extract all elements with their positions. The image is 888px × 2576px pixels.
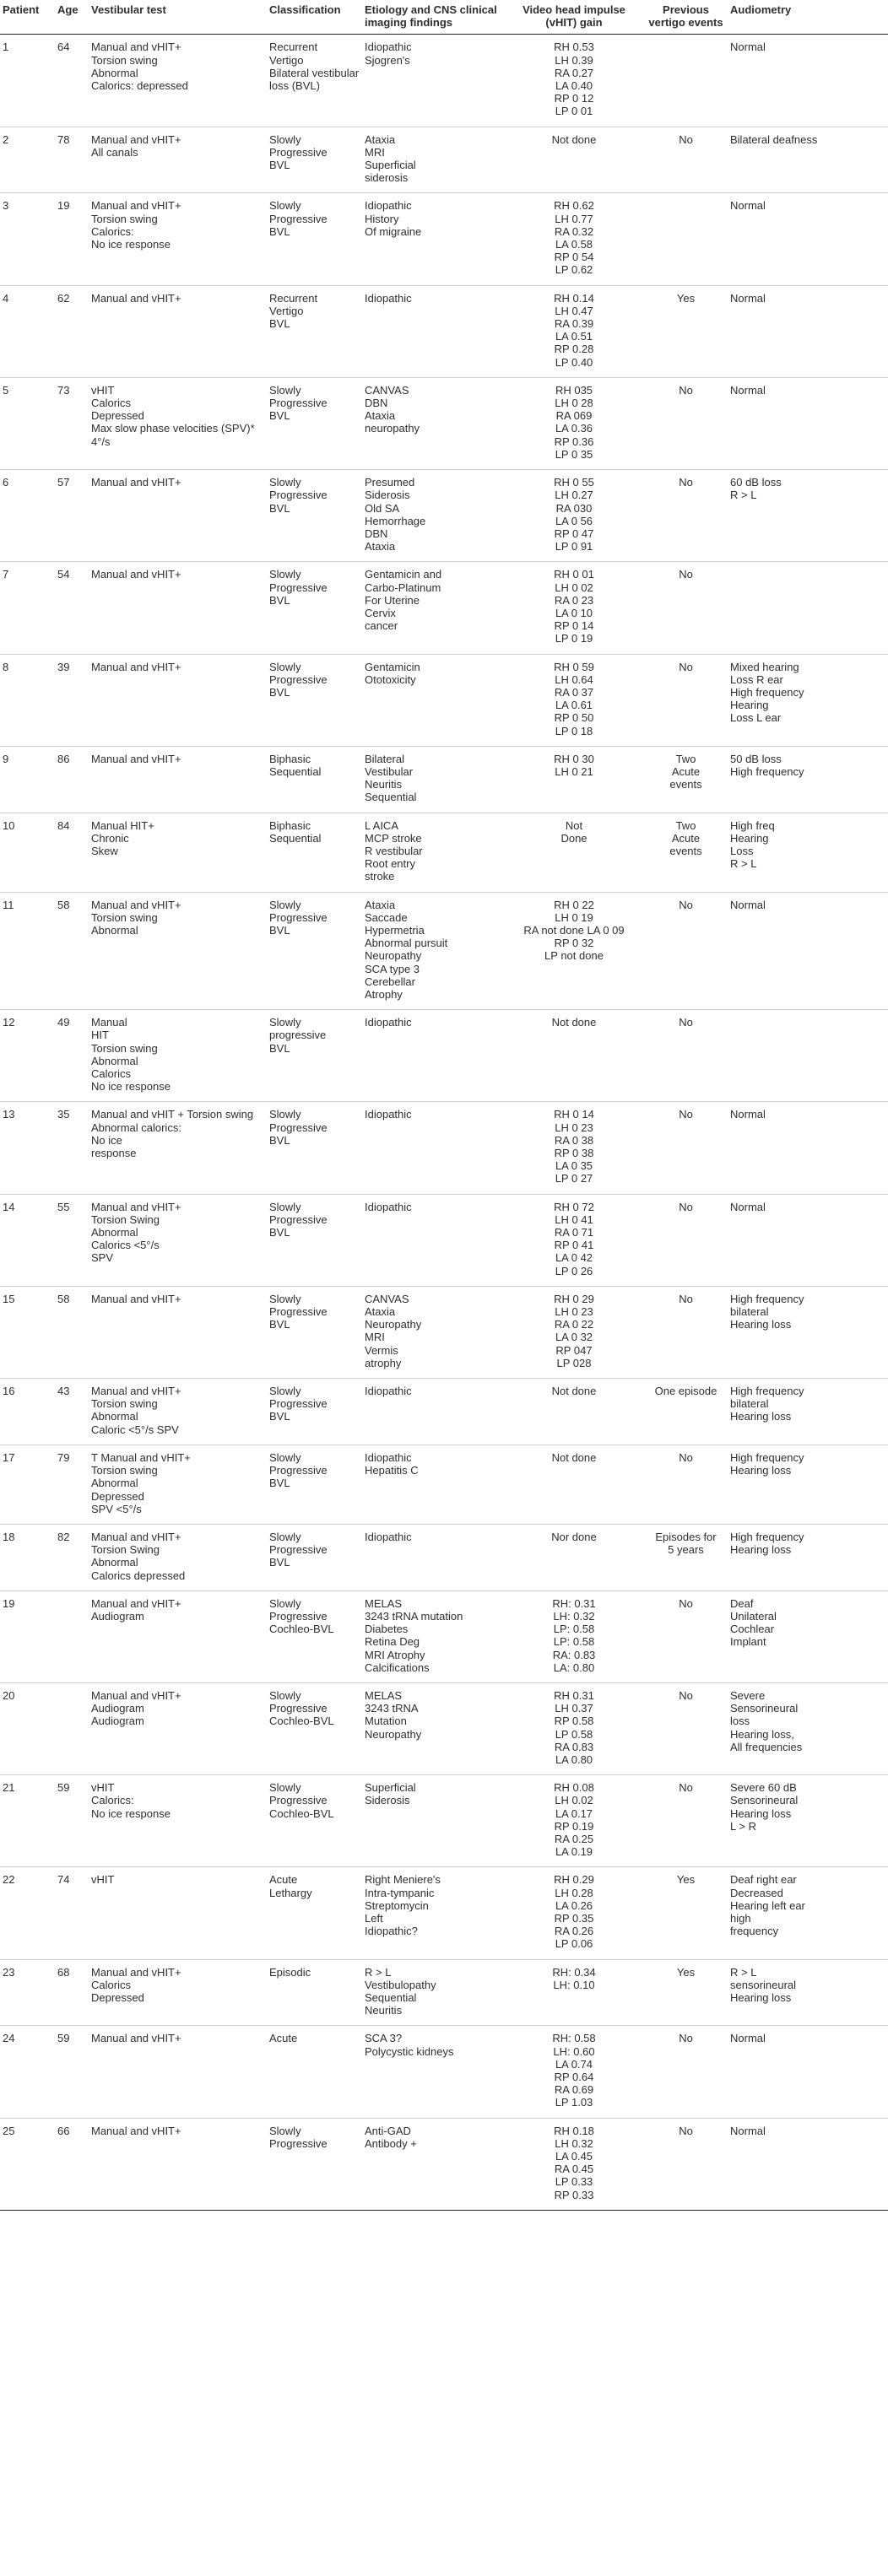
age-cell: 58 — [55, 1286, 89, 1378]
vhit-gain-cell: RH 0.18 LH 0.32 LA 0.45 RA 0.45 LP 0.33 RP 0.33 — [504, 2118, 644, 2210]
classification-cell: Slowly Progressive — [267, 2118, 362, 2210]
table-row — [0, 1010, 888, 1102]
classification-cell: Slowly Progressive BVL — [267, 1524, 362, 1590]
vhit-gain-cell: Not done — [504, 1010, 644, 1102]
table-row — [0, 892, 888, 1010]
vestibular-test-cell: Manual and vHIT+ — [89, 285, 267, 377]
audiometry-cell: High frequency bilateral Hearing loss — [728, 1286, 888, 1378]
classification-cell: Slowly Progressive BVL — [267, 470, 362, 562]
audiometry-cell: Normal — [728, 1194, 888, 1286]
etiology-cell: Idiopathic — [362, 1524, 504, 1590]
audiometry-cell: High frequency Hearing loss — [728, 1524, 888, 1590]
table-row — [0, 1775, 888, 1867]
classification-cell: Biphasic Sequential — [267, 813, 362, 892]
classification-cell: Slowly Progressive Cochleo-BVL — [267, 1682, 362, 1774]
classification-cell: Slowly Progressive BVL — [267, 377, 362, 469]
header-audiometry: Audiometry — [728, 0, 888, 35]
etiology-cell: L AICA MCP stroke R vestibular Root entry stroke — [362, 813, 504, 892]
previous-vertigo-cell: Two Acute events — [644, 813, 728, 892]
audiometry-cell: Deaf Unilateral Cochlear Implant — [728, 1590, 888, 1682]
patient-cell: 10 — [0, 813, 55, 892]
audiometry-cell: Normal — [728, 193, 888, 285]
age-cell — [55, 1682, 89, 1774]
classification-cell: Slowly Progressive BVL — [267, 1286, 362, 1378]
audiometry-cell: Normal — [728, 1102, 888, 1194]
age-cell: 68 — [55, 1959, 89, 2026]
etiology-cell: Gentamicin Ototoxicity — [362, 654, 504, 746]
audiometry-cell: Mixed hearing Loss R ear High frequency Hearing Loss L ear — [728, 654, 888, 746]
vhit-gain-cell: RH 0.31 LH 0.37 RP 0.58 LP 0.58 RA 0.83 LA 0.80 — [504, 1682, 644, 1774]
vhit-gain-cell: RH: 0.34 LH: 0.10 — [504, 1959, 644, 2026]
previous-vertigo-cell: Yes — [644, 285, 728, 377]
etiology-cell: CANVAS DBN Ataxia neuropathy — [362, 377, 504, 469]
table-row — [0, 285, 888, 377]
table-row — [0, 127, 888, 193]
vhit-gain-cell: RH 0 59 LH 0.64 RA 0 37 LA 0.61 RP 0 50 LP 0 18 — [504, 654, 644, 746]
patient-cell: 17 — [0, 1445, 55, 1524]
table-row — [0, 377, 888, 469]
vhit-gain-cell: RH: 0.31 LH: 0.32 LP: 0.58 LP: 0.58 RA: 0.83 LA: 0.80 — [504, 1590, 644, 1682]
etiology-cell: Idiopathic — [362, 1010, 504, 1102]
vhit-gain-cell: RH 0 22 LH 0 19 RA not done LA 0 09 RP 0 32 LP not done — [504, 892, 644, 1010]
age-cell: 66 — [55, 2118, 89, 2210]
patient-cell: 15 — [0, 1286, 55, 1378]
vestibular-test-cell: Manual and vHIT+ Torsion Swing Abnormal Calorics <5°/s SPV — [89, 1194, 267, 1286]
age-cell: 58 — [55, 892, 89, 1010]
audiometry-cell: 60 dB loss R > L — [728, 470, 888, 562]
vestibular-test-cell: Manual and vHIT+ — [89, 654, 267, 746]
patient-cell: 11 — [0, 892, 55, 1010]
vhit-gain-cell: RH 0.62 LH 0.77 RA 0.32 LA 0.58 RP 0 54 LP 0.62 — [504, 193, 644, 285]
previous-vertigo-cell: No — [644, 654, 728, 746]
audiometry-cell: High frequency bilateral Hearing loss — [728, 1379, 888, 1445]
vestibular-test-cell: Manual and vHIT+ All canals — [89, 127, 267, 193]
header-etiology: Etiology and CNS clinical imaging findings — [362, 0, 504, 35]
vhit-gain-cell: RH 0.29 LH 0.28 LA 0.26 RP 0.35 RA 0.26 LP 0.06 — [504, 1867, 644, 1959]
classification-cell: Recurrent Vertigo BVL — [267, 285, 362, 377]
vestibular-test-cell: vHIT — [89, 1867, 267, 1959]
previous-vertigo-cell: No — [644, 1590, 728, 1682]
vestibular-test-cell: Manual and vHIT+ Torsion Swing Abnormal Calorics depressed — [89, 1524, 267, 1590]
table-row — [0, 2026, 888, 2118]
patient-cell: 21 — [0, 1775, 55, 1867]
etiology-cell: Idiopathic — [362, 1102, 504, 1194]
table-row — [0, 1194, 888, 1286]
age-cell: 55 — [55, 1194, 89, 1286]
etiology-cell: Idiopathic — [362, 285, 504, 377]
table-row — [0, 746, 888, 813]
classification-cell: Slowly Progressive BVL — [267, 1445, 362, 1524]
table-row — [0, 1379, 888, 1445]
age-cell: 82 — [55, 1524, 89, 1590]
classification-cell: Recurrent Vertigo Bilateral vestibular loss (BVL) — [267, 35, 362, 127]
classification-cell: Slowly Progressive BVL — [267, 1379, 362, 1445]
classification-cell: Episodic — [267, 1959, 362, 2026]
vestibular-test-cell: vHIT Calorics: No ice response — [89, 1775, 267, 1867]
patient-cell: 8 — [0, 654, 55, 746]
vestibular-test-cell: T Manual and vHIT+ Torsion swing Abnormal Depressed SPV <5°/s — [89, 1445, 267, 1524]
previous-vertigo-cell: No — [644, 1286, 728, 1378]
vhit-gain-cell: RH 0 14 LH 0 23 RA 0 38 RP 0 38 LA 0 35 LP 0 27 — [504, 1102, 644, 1194]
age-cell: 86 — [55, 746, 89, 813]
patient-cell: 9 — [0, 746, 55, 813]
patient-cell: 16 — [0, 1379, 55, 1445]
classification-cell: Slowly Progressive BVL — [267, 562, 362, 654]
vhit-gain-cell: RH 0.08 LH 0.02 LA 0.17 RP 0.19 RA 0.25 LA 0.19 — [504, 1775, 644, 1867]
vhit-gain-cell: Not Done — [504, 813, 644, 892]
etiology-cell: Bilateral Vestibular Neuritis Sequential — [362, 746, 504, 813]
previous-vertigo-cell: Yes — [644, 1959, 728, 2026]
classification-cell: Slowly Progressive Cochleo-BVL — [267, 1590, 362, 1682]
patient-cell: 20 — [0, 1682, 55, 1774]
patient-cell: 1 — [0, 35, 55, 127]
audiometry-cell: Normal — [728, 2026, 888, 2118]
previous-vertigo-cell: No — [644, 1010, 728, 1102]
previous-vertigo-cell: Two Acute events — [644, 746, 728, 813]
vestibular-test-cell: Manual HIT+ Chronic Skew — [89, 813, 267, 892]
etiology-cell: Ataxia Saccade Hypermetria Abnormal pursuit Neuropathy SCA type 3 Cerebellar Atrophy — [362, 892, 504, 1010]
classification-cell: Slowly Progressive BVL — [267, 1194, 362, 1286]
etiology-cell: R > L Vestibulopathy Sequential Neuritis — [362, 1959, 504, 2026]
audiometry-cell: Normal — [728, 892, 888, 1010]
age-cell: 59 — [55, 2026, 89, 2118]
audiometry-cell: Severe Sensorineural loss Hearing loss, All frequencies — [728, 1682, 888, 1774]
previous-vertigo-cell: No — [644, 1194, 728, 1286]
patient-cell: 18 — [0, 1524, 55, 1590]
classification-cell: Slowly Progressive BVL — [267, 654, 362, 746]
table-row — [0, 1959, 888, 2026]
table-row — [0, 1102, 888, 1194]
age-cell: 64 — [55, 35, 89, 127]
header-age: Age — [55, 0, 89, 35]
previous-vertigo-cell: Episodes for 5 years — [644, 1524, 728, 1590]
vestibular-test-cell: Manual and vHIT+ Audiogram — [89, 1590, 267, 1682]
vhit-gain-cell: RH 0.53 LH 0.39 RA 0.27 LA 0.40 RP 0 12 LP 0 01 — [504, 35, 644, 127]
previous-vertigo-cell: No — [644, 2026, 728, 2118]
header-vestibular-test: Vestibular test — [89, 0, 267, 35]
age-cell: 79 — [55, 1445, 89, 1524]
header-patient: Patient — [0, 0, 55, 35]
audiometry-cell — [728, 1010, 888, 1102]
patient-cell: 24 — [0, 2026, 55, 2118]
previous-vertigo-cell: No — [644, 1102, 728, 1194]
age-cell: 57 — [55, 470, 89, 562]
table-row — [0, 562, 888, 654]
age-cell: 74 — [55, 1867, 89, 1959]
vhit-gain-cell: RH 035 LH 0 28 RA 069 LA 0.36 RP 0.36 LP 0 35 — [504, 377, 644, 469]
previous-vertigo-cell: No — [644, 127, 728, 193]
vestibular-test-cell: Manual and vHIT+ — [89, 470, 267, 562]
patient-cell: 19 — [0, 1590, 55, 1682]
etiology-cell: MELAS 3243 tRNA Mutation Neuropathy — [362, 1682, 504, 1774]
age-cell: 78 — [55, 127, 89, 193]
vestibular-test-cell: Manual and vHIT+ — [89, 746, 267, 813]
classification-cell: Slowly Progressive Cochleo-BVL — [267, 1775, 362, 1867]
classification-cell: Slowly Progressive BVL — [267, 127, 362, 193]
vhit-gain-cell: RH 0 29 LH 0 23 RA 0 22 LA 0 32 RP 047 LP 028 — [504, 1286, 644, 1378]
etiology-cell: Idiopathic Hepatitis C — [362, 1445, 504, 1524]
etiology-cell: Idiopathic History Of migraine — [362, 193, 504, 285]
previous-vertigo-cell: One episode — [644, 1379, 728, 1445]
previous-vertigo-cell: No — [644, 2118, 728, 2210]
audiometry-cell: Bilateral deafness — [728, 127, 888, 193]
vestibular-test-cell: Manual and vHIT+ Torsion swing Calorics: No ice response — [89, 193, 267, 285]
vhit-gain-cell: Not done — [504, 127, 644, 193]
etiology-cell: Idiopathic Sjogren's — [362, 35, 504, 127]
patient-cell: 12 — [0, 1010, 55, 1102]
age-cell: 62 — [55, 285, 89, 377]
table-row — [0, 35, 888, 127]
etiology-cell: Presumed Siderosis Old SA Hemorrhage DBN Ataxia — [362, 470, 504, 562]
table-row — [0, 1286, 888, 1378]
previous-vertigo-cell: No — [644, 1445, 728, 1524]
table-row — [0, 813, 888, 892]
etiology-cell: SCA 3? Polycystic kidneys — [362, 2026, 504, 2118]
audiometry-cell — [728, 562, 888, 654]
previous-vertigo-cell — [644, 193, 728, 285]
age-cell: 49 — [55, 1010, 89, 1102]
previous-vertigo-cell: No — [644, 1775, 728, 1867]
vestibular-test-cell: vHIT Calorics Depressed Max slow phase velocities (SPV)* 4°/s — [89, 377, 267, 469]
audiometry-cell: 50 dB loss High frequency — [728, 746, 888, 813]
patient-cell: 4 — [0, 285, 55, 377]
vestibular-test-cell: Manual and vHIT + Torsion swing Abnormal calorics: No ice response — [89, 1102, 267, 1194]
previous-vertigo-cell: Yes — [644, 1867, 728, 1959]
etiology-cell: Anti-GAD Antibody + — [362, 2118, 504, 2210]
vhit-gain-cell: Not done — [504, 1379, 644, 1445]
vestibular-test-cell: Manual and vHIT+ Torsion swing Abnormal Calorics: depressed — [89, 35, 267, 127]
age-cell: 54 — [55, 562, 89, 654]
classification-cell: Slowly Progressive BVL — [267, 892, 362, 1010]
patient-cell: 25 — [0, 2118, 55, 2210]
vhit-gain-cell: Nor done — [504, 1524, 644, 1590]
previous-vertigo-cell: No — [644, 377, 728, 469]
etiology-cell: CANVAS Ataxia Neuropathy MRI Vermis atrophy — [362, 1286, 504, 1378]
audiometry-cell: Normal — [728, 35, 888, 127]
audiometry-cell: Deaf right ear Decreased Hearing left ear high frequency — [728, 1867, 888, 1959]
classification-cell: Acute — [267, 2026, 362, 2118]
vhit-gain-cell: RH 0.14 LH 0.47 RA 0.39 LA 0.51 RP 0.28 LP 0.40 — [504, 285, 644, 377]
table-row — [0, 1867, 888, 1959]
patient-cell: 13 — [0, 1102, 55, 1194]
etiology-cell: Ataxia MRI Superficial siderosis — [362, 127, 504, 193]
vestibular-test-cell: Manual and vHIT+ Torsion swing Abnormal Caloric <5°/s SPV — [89, 1379, 267, 1445]
header-vhit-gain: Video head impulse (vHIT) gain — [504, 0, 644, 35]
etiology-cell: Right Meniere's Intra-tympanic Streptomycin Left Idiopathic? — [362, 1867, 504, 1959]
patient-cell: 14 — [0, 1194, 55, 1286]
patient-cell: 3 — [0, 193, 55, 285]
vestibular-test-cell: Manual and vHIT+ — [89, 2026, 267, 2118]
patient-cell: 5 — [0, 377, 55, 469]
audiometry-cell: Normal — [728, 2118, 888, 2210]
etiology-cell: Idiopathic — [362, 1379, 504, 1445]
vestibular-test-cell: Manual and vHIT+ Audiogram Audiogram — [89, 1682, 267, 1774]
header-previous-vertigo: Previous vertigo events — [644, 0, 728, 35]
header-classification: Classification — [267, 0, 362, 35]
audiometry-cell: Normal — [728, 377, 888, 469]
age-cell: 19 — [55, 193, 89, 285]
vestibular-test-cell: Manual and vHIT+ Torsion swing Abnormal — [89, 892, 267, 1010]
age-cell — [55, 1590, 89, 1682]
etiology-cell: Idiopathic — [362, 1194, 504, 1286]
vhit-gain-cell: RH 0 55 LH 0.27 RA 030 LA 0 56 RP 0 47 LP 0 91 — [504, 470, 644, 562]
age-cell: 43 — [55, 1379, 89, 1445]
audiometry-cell: Normal — [728, 285, 888, 377]
audiometry-cell: High freq Hearing Loss R > L — [728, 813, 888, 892]
vhit-gain-cell: RH 0 72 LH 0 41 RA 0 71 RP 0 41 LA 0 42 LP 0 26 — [504, 1194, 644, 1286]
vestibular-test-cell: Manual HIT Torsion swing Abnormal Calorics No ice response — [89, 1010, 267, 1102]
previous-vertigo-cell: No — [644, 562, 728, 654]
table-row — [0, 2118, 888, 2210]
table-row — [0, 1590, 888, 1682]
header-row — [0, 0, 888, 35]
table-row — [0, 654, 888, 746]
table-row — [0, 193, 888, 285]
etiology-cell: Gentamicin and Carbo-Platinum For Uterine Cervix cancer — [362, 562, 504, 654]
age-cell: 84 — [55, 813, 89, 892]
table-row — [0, 1682, 888, 1774]
age-cell: 35 — [55, 1102, 89, 1194]
vestibular-test-cell: Manual and vHIT+ Calorics Depressed — [89, 1959, 267, 2026]
vestibular-test-cell: Manual and vHIT+ — [89, 1286, 267, 1378]
audiometry-cell: High frequency Hearing loss — [728, 1445, 888, 1524]
etiology-cell: MELAS 3243 tRNA mutation Diabetes Retina Deg MRI Atrophy Calcifications — [362, 1590, 504, 1682]
vhit-gain-cell: RH 0 30 LH 0 21 — [504, 746, 644, 813]
classification-cell: Biphasic Sequential — [267, 746, 362, 813]
age-cell: 73 — [55, 377, 89, 469]
table-row — [0, 470, 888, 562]
age-cell: 39 — [55, 654, 89, 746]
patient-cell: 7 — [0, 562, 55, 654]
patient-cell: 2 — [0, 127, 55, 193]
classification-cell: Slowly Progressive BVL — [267, 1102, 362, 1194]
vhit-gain-cell: Not done — [504, 1445, 644, 1524]
etiology-cell: Superficial Siderosis — [362, 1775, 504, 1867]
vhit-gain-cell: RH 0 01 LH 0 02 RA 0 23 LA 0 10 RP 0 14 LP 0 19 — [504, 562, 644, 654]
table-row — [0, 1524, 888, 1590]
classification-cell: Slowly progressive BVL — [267, 1010, 362, 1102]
previous-vertigo-cell: No — [644, 892, 728, 1010]
age-cell: 59 — [55, 1775, 89, 1867]
classification-cell: Acute Lethargy — [267, 1867, 362, 1959]
table-row — [0, 1445, 888, 1524]
classification-cell: Slowly Progressive BVL — [267, 193, 362, 285]
audiometry-cell: Severe 60 dB Sensorineural Hearing loss L > R — [728, 1775, 888, 1867]
previous-vertigo-cell: No — [644, 1682, 728, 1774]
audiometry-cell: R > L sensorineural Hearing loss — [728, 1959, 888, 2026]
vhit-gain-cell: RH: 0.58 LH: 0.60 LA 0.74 RP 0.64 RA 0.69 LP 1.03 — [504, 2026, 644, 2118]
vestibular-test-cell: Manual and vHIT+ — [89, 2118, 267, 2210]
vestibular-test-cell: Manual and vHIT+ — [89, 562, 267, 654]
patient-cell: 6 — [0, 470, 55, 562]
previous-vertigo-cell: No — [644, 470, 728, 562]
patient-cell: 23 — [0, 1959, 55, 2026]
patient-cell: 22 — [0, 1867, 55, 1959]
previous-vertigo-cell — [644, 35, 728, 127]
